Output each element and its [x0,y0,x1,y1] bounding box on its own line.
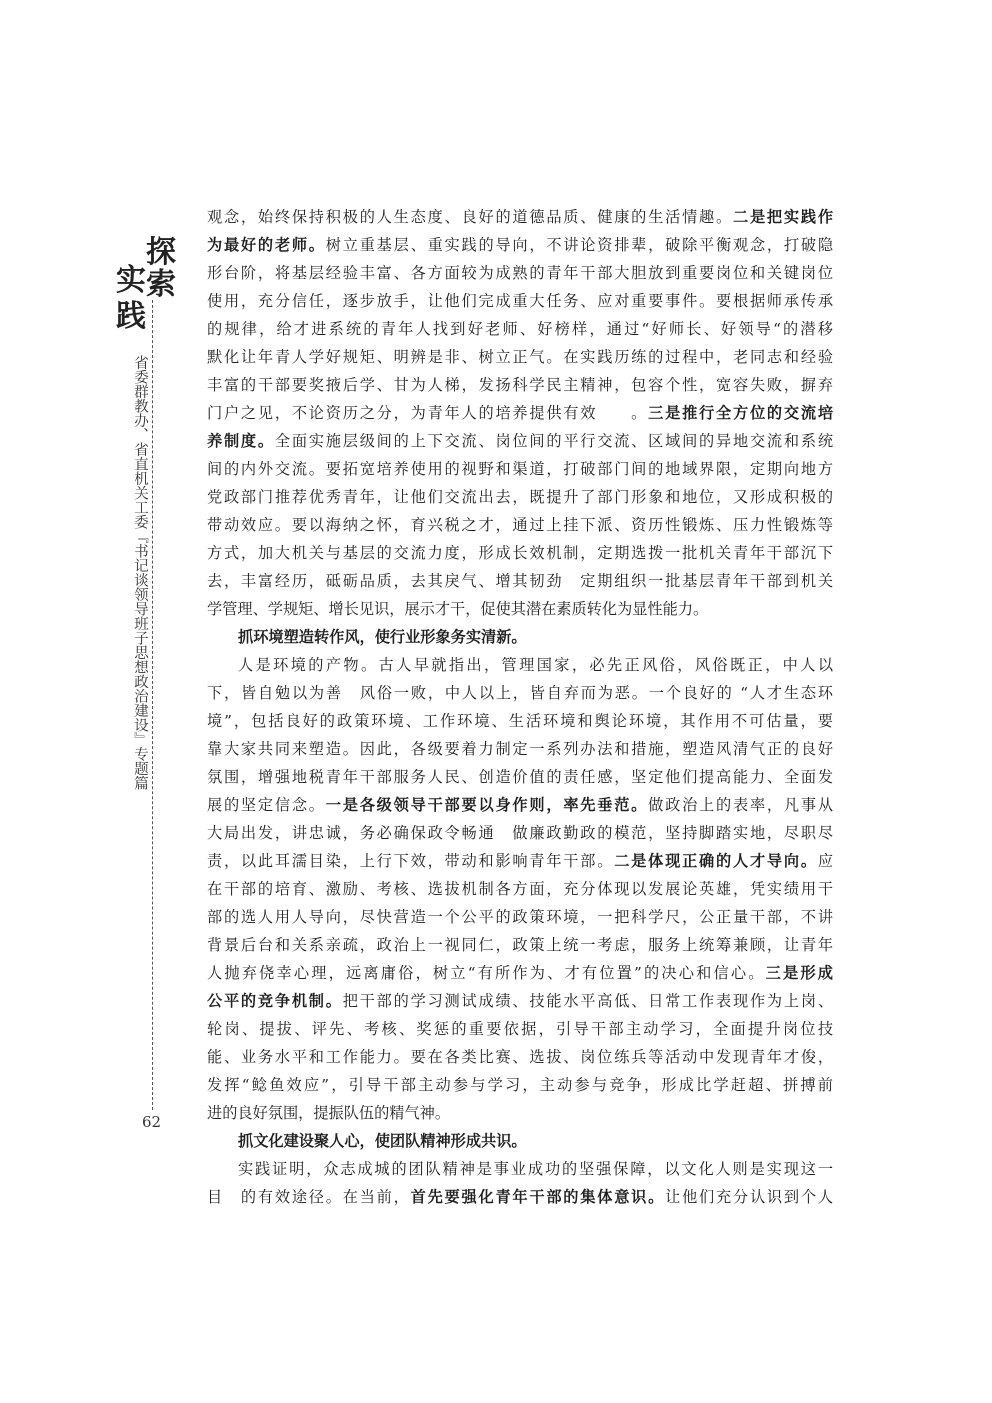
emphasis: 二是把实践作 [732,208,833,226]
text-line: 间的内外交流。要拓宽培养使用的视野和渠道，打破部门间的地域界限，定期向地方 [207,460,833,478]
emphasis: 一是各级领导干部要以身作则，率先垂范。 [325,796,649,814]
text-line: 门户之见，不论资历之分，为青年人的培养提供有效 。三是推行全方位的交流培 [207,404,833,422]
text-line: 发挥“鲶鱼效应”，引导干部主动参与学习，主动参与竞争，形成比学赶超、拼搏前 [207,1076,833,1094]
page-number: 62 [142,1113,162,1131]
text-line: 境”，包括良好的政策环境、工作环境、生活环境和舆论环境，其作用不可估量，要 [207,712,833,730]
emphasis: 公平的竞争机制。 [207,992,343,1010]
section-brand [112,230,176,350]
emphasis: 三是推行全方位的交流培 [648,404,833,422]
text-line: 背景后台和关系亲疏，政治上一视同仁，政策上统一考虑，服务上统筹兼顾，让青年 [207,936,833,954]
text-line: 养制度。全面实施层级间的上下交流、岗位间的平行交流、区域间的异地交流和系统 [207,432,833,450]
text-line: 展的坚定信念。一是各级领导干部要以身作则，率先垂范。做政治上的表率，凡事从 [207,796,833,814]
section-heading: 抓环境塑造转作风，使行业形象务实清新。 [238,628,527,646]
text-line: 党政部门推荐优秀青年，让他们交流出去，既提升了部门形象和地位，又形成积极的 [207,488,833,506]
brand-char: 实 [116,263,146,298]
text-line: 学管理、学规矩、增长见识，展示才干，促使其潜在素质转化为显性能力。 [207,600,709,618]
text-line: 氛围，增强地税青年干部服务人民、创造价值的责任感，坚定他们提高能力、全面发 [207,768,833,786]
text-line: 去，丰富经历，砥砺品质，去其戾气、增其韧劲 定期组织一批基层青年干部到机关 [207,572,833,590]
text-line: 在干部的培育、激励、考核、选拔机制各方面，充分体现以发展论英雄，凭实绩用干 [207,880,833,898]
text-line: 大局出发，讲忠诚，务必确保政令畅通 做廉政勤政的模范，坚持脚踏实地，尽职尽 [207,824,833,842]
vertical-section-title: 省委群教办、省直机关工委『书记谈领导班子思想政治建设』专题篇 [132,355,148,790]
text-line: 为最好的老师。树立重基层、重实践的导向，不讲论资排辈，破除平衡观念，打破隐 [207,236,833,254]
margin-divider [152,300,153,1110]
text-line: 公平的竞争机制。把干部的学习测试成绩、技能水平高低、日常工作表现作为上岗、 [207,992,833,1010]
brand-char: 探 [146,235,176,270]
text-line: 下，皆自勉以为善 风俗一败，中人以上，皆自弃而为恶。一个良好的 “人才生态环 [207,684,833,702]
brand-char: 践 [116,299,146,334]
text-line: 人是环境的产物。古人早就指出，管理国家，必先正风俗，风俗既正，中人以 [238,656,833,674]
emphasis: 二是体现正确的人才导向。 [614,852,818,870]
text-line: 能、业务水平和工作能力。要在各类比赛、选拔、岗位练兵等活动中发现青年才俊， [207,1048,833,1066]
text-line: 部的选人用人导向，尽快营造一个公平的政策环境，一把科学尺，公正量干部，不讲 [207,908,833,926]
text-line: 实践证明，众志成城的团队精神是事业成功的坚强保障，以文化人则是实现这一 [238,1160,833,1178]
text-line: 人抛弃侥幸心理，远离庸俗，树立“有所作为、才有位置”的决心和信心。三是形成 [207,964,833,982]
text-line: 靠大家共同来塑造。因此，各级要着力制定一系列办法和措施，塑造风清气正的良好 [207,740,833,758]
text-line: 责，以此耳濡目染，上行下效，带动和影响青年干部。二是体现正确的人才导向。应 [207,852,833,870]
text-line: 形台阶，将基层经验丰富、各方面较为成熟的青年干部大胆放到重要岗位和关键岗位 [207,264,833,282]
body-text [207,203,833,1211]
text-line: 使用，充分信任，逐步放手，让他们完成重大任务、应对重要事件。要根据师承传承 [207,292,833,310]
emphasis: 三是形成 [765,964,833,982]
text-line: 默化让年青人学好规矩、明辨是非、树立正气。在实践历练的过程中，老同志和经验 [207,348,833,366]
emphasis: 养制度。 [207,432,275,450]
text-line: 丰富的干部要奖掖后学、甘为人梯，发扬科学民主精神，包容个性，宽容失败，摒弃 [207,376,833,394]
emphasis: 首先要强化青年干部的集体意识。 [410,1188,666,1206]
section-heading: 抓文化建设聚人心，使团队精神形成共识。 [238,1132,527,1150]
text-line: 轮岗、提拔、评先、考核、奖惩的重要依据，引导干部主动学习，全面提升岗位技 [207,1020,833,1038]
text-line: 带动效应。要以海纳之怀，育兴税之才，通过上挂下派、资历性锻炼、压力性锻炼等 [207,516,833,534]
text-line: 进的良好氛围，提振队伍的精气神。 [207,1104,450,1122]
text-line: 观念，始终保持积极的人生态度、良好的道德品质、健康的生活情趣。二是把实践作 [207,208,833,226]
text-line: 目 的有效途径。在当前，首先要强化青年干部的集体意识。让他们充分认识到个人 [207,1188,833,1206]
emphasis: 为最好的老师。 [207,236,326,254]
text-line: 的规律，给才进系统的青年人找到好老师、好榜样，通过“好师长、好领导“的潜移 [207,320,833,338]
brand-char: 索 [146,267,176,302]
text-line: 方式，加大机关与基层的交流力度，形成长效机制，定期选拨一批机关青年干部沉下 [207,544,833,562]
